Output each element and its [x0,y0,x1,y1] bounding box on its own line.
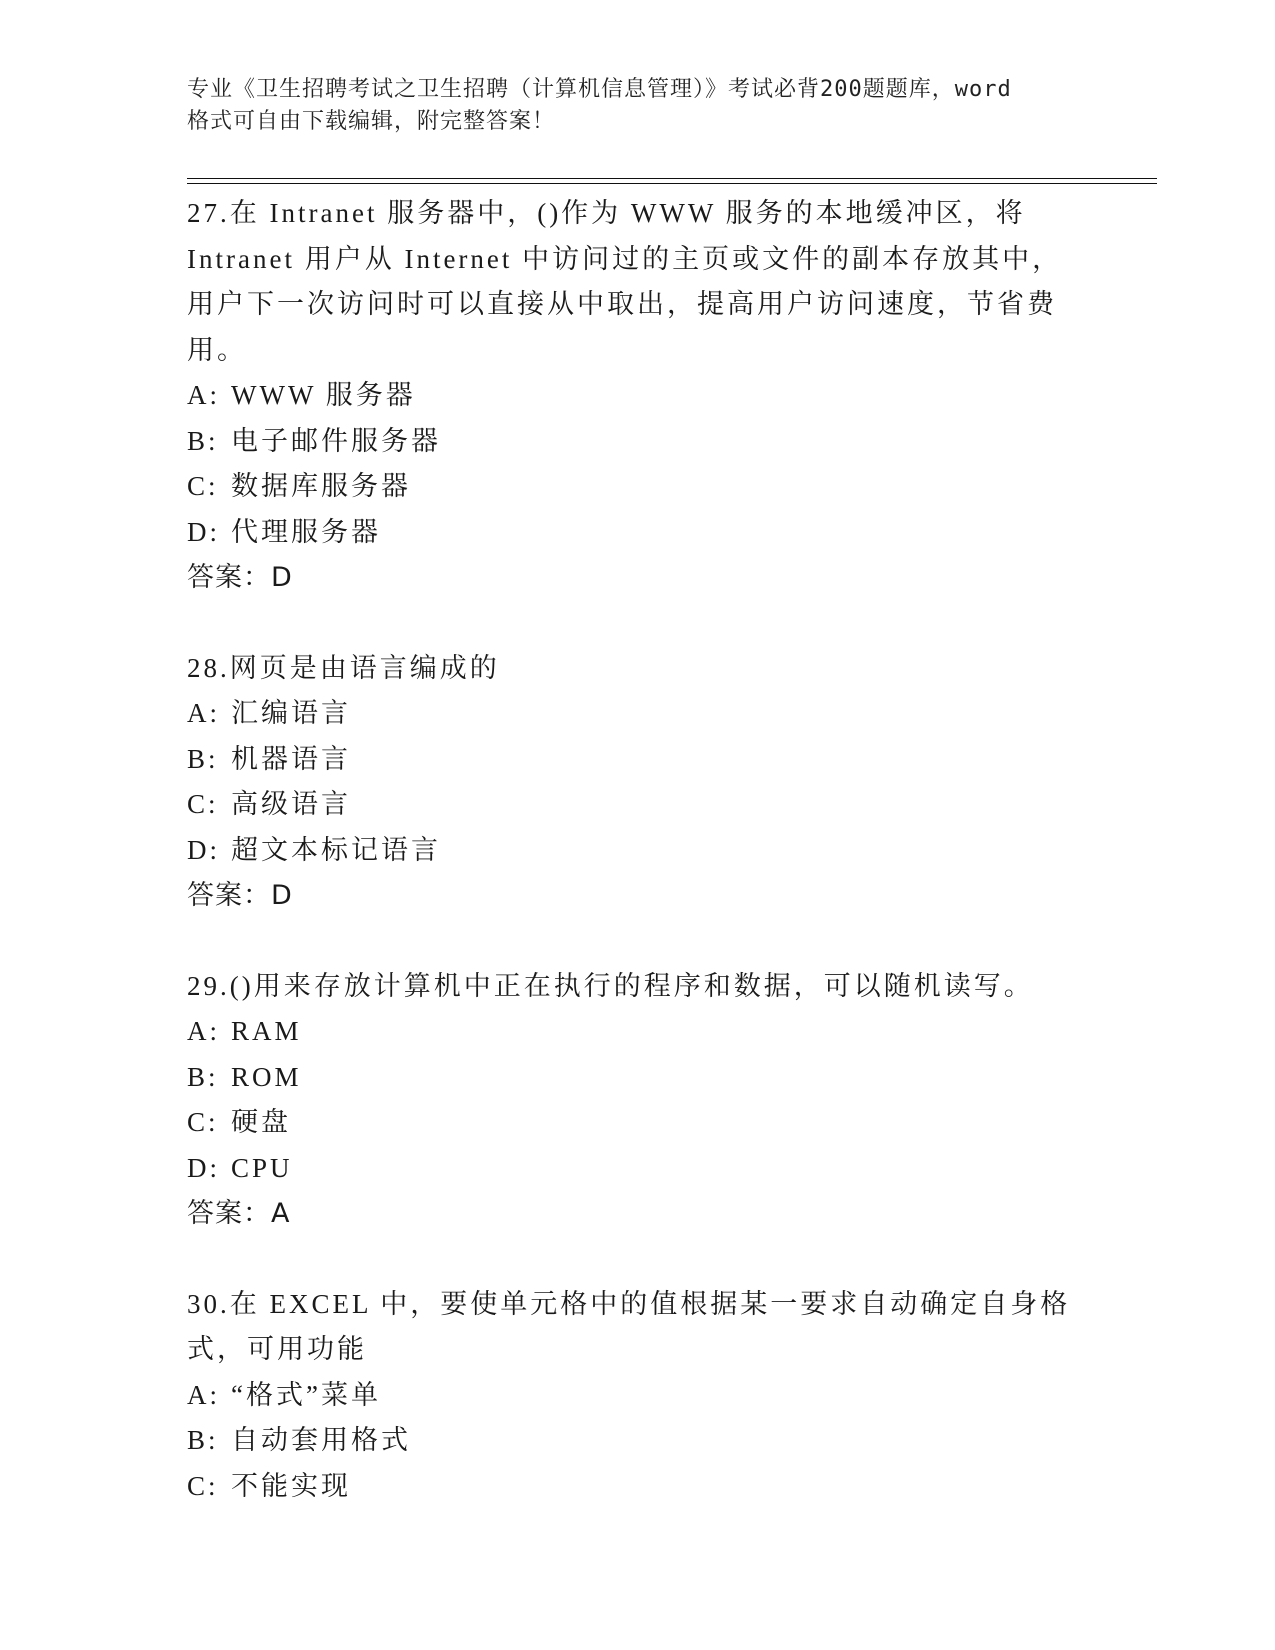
option-d [187,1146,1087,1192]
option-c [187,1464,1087,1510]
option-text: WWW 服务器 [231,380,416,410]
option-letter: C: [187,1470,219,1501]
option-letter: C: [187,789,219,819]
option-a [187,1009,1087,1055]
option-letter: D: [187,1152,220,1183]
header-line-2: 格式可自由下载编辑，附完整答案！ [187,109,556,134]
header-line-1: 专业《卫生招聘考试之卫生招聘（计算机信息管理）》考试必背200题题库，word [187,77,1012,102]
question-27 [187,191,1087,601]
option-b [187,1055,1087,1101]
option-text: 自动套用格式 [231,1425,411,1455]
option-text: CPU [231,1152,293,1183]
option-text: RAM [231,1016,302,1046]
option-letter: A: [187,1016,220,1046]
option-a [187,691,1087,737]
question-stem: 27.在 Intranet 服务器中，()作为 WWW 服务的本地缓冲区，将 Intranet 用户从 Internet 中访问过的主页或文件的副本存放其中，用户下一次访问时可以直接从中取出，提高用户访问速度，节省费用。 [187,198,1063,365]
option-d [187,510,1087,556]
question-29 [187,964,1087,1237]
option-letter: C: [187,1107,219,1137]
option-text: “格式”菜单 [231,1379,381,1410]
option-letter: B: [187,1061,219,1092]
option-b [187,737,1087,783]
option-text: 超文本标记语言 [231,834,441,865]
option-text: 不能实现 [231,1470,351,1501]
question-28 [187,646,1087,919]
option-text: 机器语言 [231,743,351,774]
option-letter: A: [187,1379,220,1410]
option-d [187,828,1087,874]
document-header [187,74,1087,138]
option-c [187,1100,1087,1146]
option-c [187,464,1087,510]
answer-line: 答案：A [187,1198,291,1229]
option-letter: A: [187,380,220,410]
option-letter: B: [187,1425,219,1455]
option-c [187,782,1087,828]
option-a [187,1373,1087,1419]
option-letter: D: [187,834,220,865]
question-30 [187,1282,1087,1510]
option-letter: D: [187,516,220,547]
option-b [187,419,1087,465]
question-stem: 30.在 EXCEL 中，要使单元格中的值根据某一要求自动确定自身格式，可用功能 [187,1288,1071,1364]
option-text: 电子邮件服务器 [231,425,441,456]
header-double-rule [187,178,1157,184]
option-text: 硬盘 [231,1107,291,1137]
option-text: ROM [231,1061,302,1092]
question-stem: 28.网页是由语言编成的 [187,652,500,683]
option-b [187,1418,1087,1464]
option-text: 汇编语言 [231,698,351,728]
option-letter: B: [187,425,219,456]
option-text: 代理服务器 [231,516,381,547]
question-list [187,191,1087,1554]
option-letter: C: [187,471,219,501]
option-a [187,373,1087,419]
answer-line: 答案：D [187,562,293,593]
option-letter: B: [187,743,219,774]
question-stem: 29.()用来存放计算机中正在执行的程序和数据，可以随机读写。 [187,970,1034,1001]
option-text: 数据库服务器 [231,471,411,501]
option-letter: A: [187,698,220,728]
option-text: 高级语言 [231,789,351,819]
answer-line: 答案：D [187,880,293,911]
